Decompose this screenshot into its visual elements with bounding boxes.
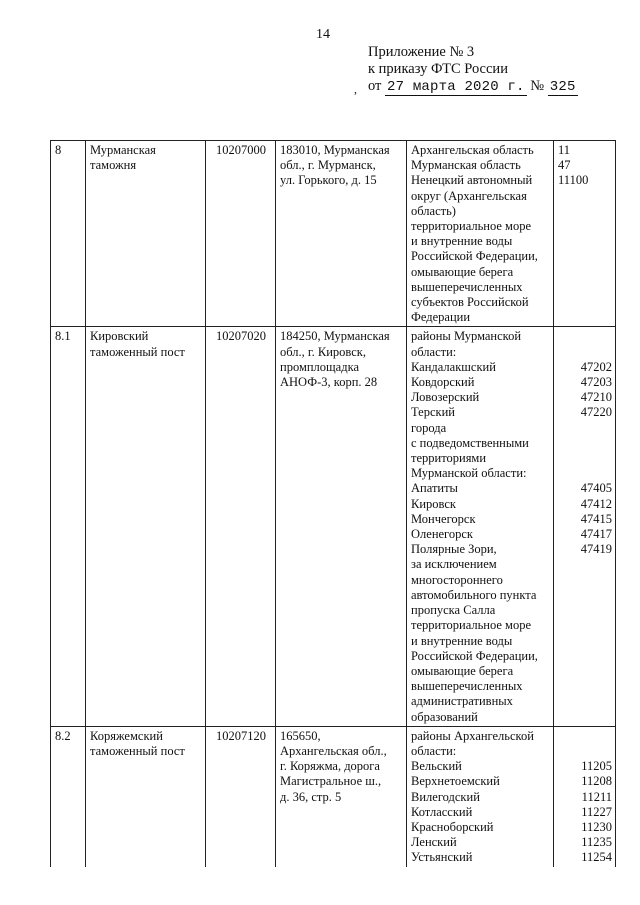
table-row bbox=[51, 726, 616, 866]
order-number: 325 bbox=[549, 79, 576, 95]
stray-mark: , bbox=[354, 82, 357, 96]
customs-table bbox=[50, 140, 616, 867]
appendix-order-ref: к приказу ФТС России bbox=[368, 61, 508, 77]
office-name: Кировский таможенный пост bbox=[86, 327, 206, 726]
office-regions: Архангельская область Мурманская область Ненецкий автономный округ (Архангельская область) территориальное море и внутренние воды Российской Федерации, омывающие берега вышеперечисленных субъектов Российской Федерации bbox=[407, 141, 554, 327]
office-code: 10207120 bbox=[206, 726, 276, 866]
office-address: 183010, Мурманская обл., г. Мурманск, ул. Горького, д. 15 bbox=[276, 141, 407, 327]
table-row bbox=[51, 327, 616, 726]
okato-codes: 47202 47203 47210 47220 47405 47412 47415 47417 47419 bbox=[554, 327, 616, 726]
office-code: 10207000 bbox=[206, 141, 276, 327]
office-address: 165650, Архангельская обл., г. Коряжма, дорога Магистральное ш., д. 36, стр. 5 bbox=[276, 726, 407, 866]
appendix-header bbox=[354, 44, 578, 96]
okato-codes: 11 47 11100 bbox=[554, 141, 616, 327]
okato-codes: 11205 11208 11211 11227 11230 11235 11254 bbox=[554, 726, 616, 866]
office-name: Мурманская таможня bbox=[86, 141, 206, 327]
office-address: 184250, Мурманская обл., г. Кировск, промплощадка АНОФ-3, корп. 28 bbox=[276, 327, 407, 726]
office-regions: районы Мурманской области: Кандалакшский Ковдорский Ловозерский Терский города с подведомственными территориями Мурманской области: Апатиты Кировск Мончегорск Оленегорск Полярные Зори, за исключением многостороннего автомобильного пункта пропуска Салла территориальное море и внутренние воды Российской Федерации, омывающие берега вышеперечисленных административных образований bbox=[407, 327, 554, 726]
appendix-title: Приложение № 3 bbox=[368, 44, 475, 60]
order-date-line bbox=[354, 78, 578, 96]
office-code: 10207020 bbox=[206, 327, 276, 726]
office-regions: районы Архангельской области: Вельский Верхнетоемский Вилегодский Котласский Красноборский Ленский Устьянский bbox=[407, 726, 554, 866]
row-number: 8 bbox=[51, 141, 86, 327]
date-prefix: от bbox=[368, 78, 382, 94]
row-number: 8.1 bbox=[51, 327, 86, 726]
order-date: 27 марта 2020 г. bbox=[387, 79, 525, 95]
table-row bbox=[51, 141, 616, 327]
page-number: 14 bbox=[316, 27, 330, 42]
office-name: Коряжемский таможенный пост bbox=[86, 726, 206, 866]
number-sign: № bbox=[530, 78, 545, 94]
row-number: 8.2 bbox=[51, 726, 86, 866]
